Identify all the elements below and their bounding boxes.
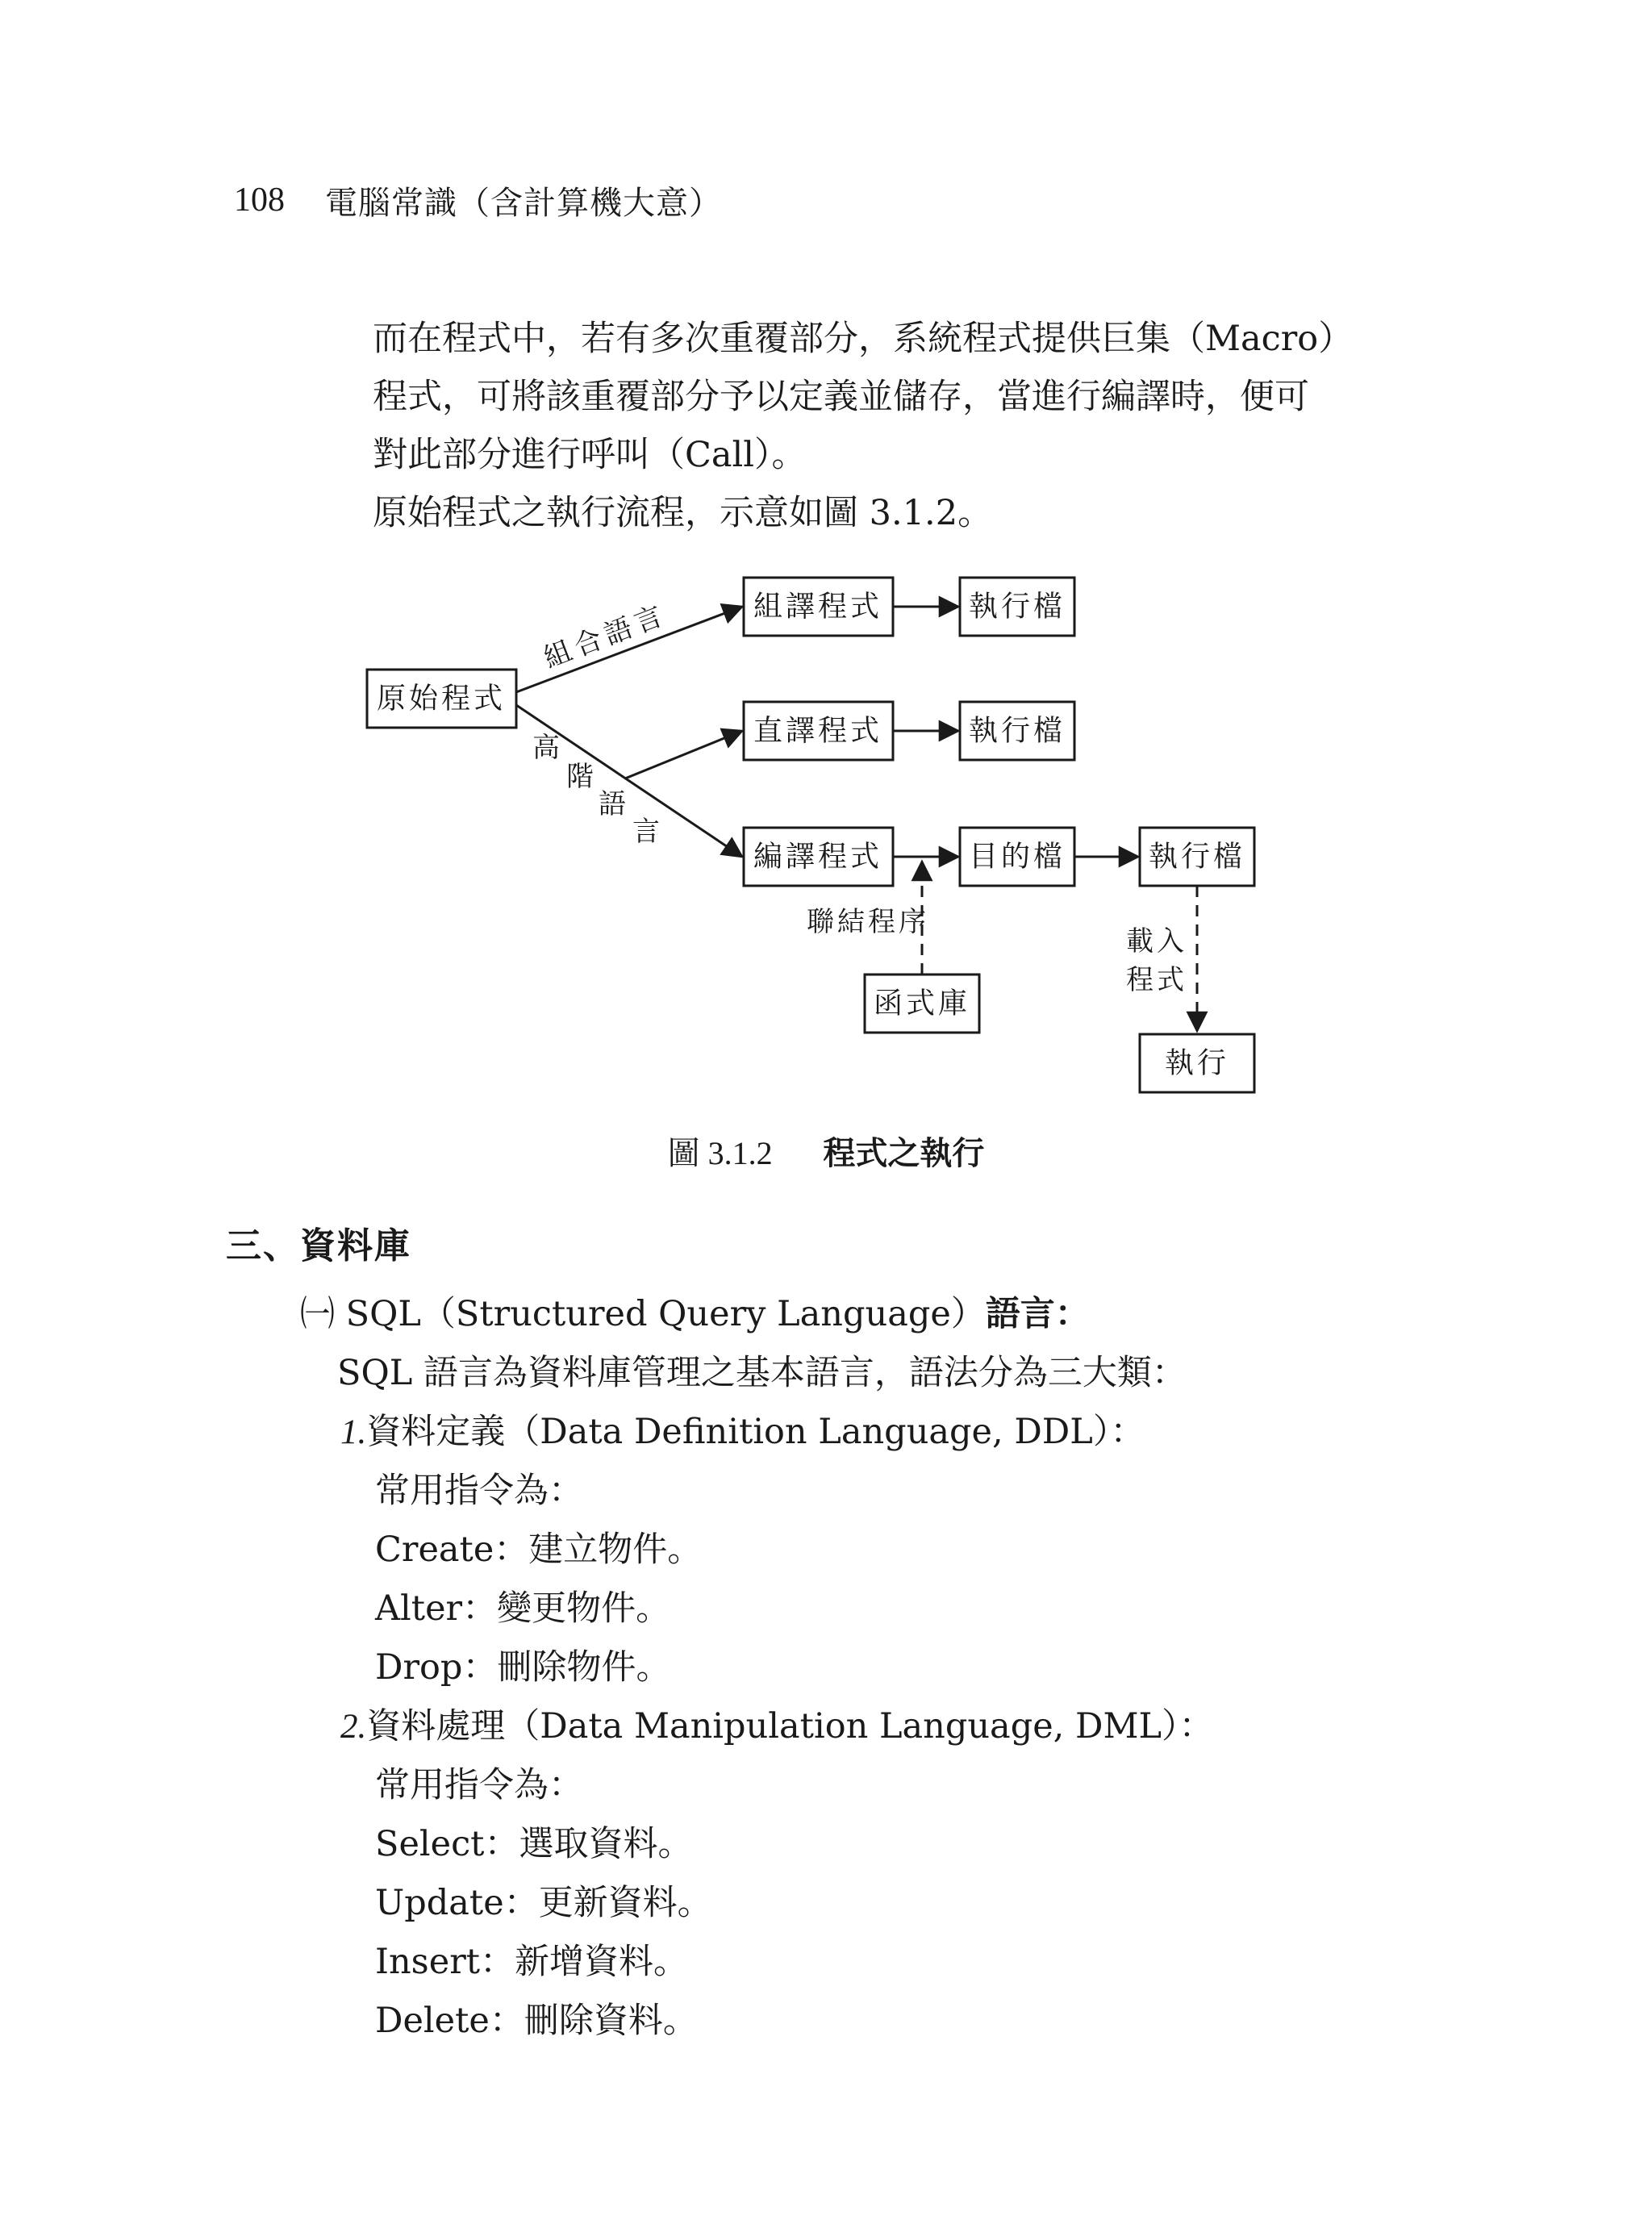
high-level-language-char-3: 語	[599, 788, 626, 820]
item-1-number: 1.	[340, 1413, 367, 1451]
item-2-title-line	[340, 1698, 1214, 1755]
item-1-title: 資料定義（Data Definition Language, DDL）：	[366, 1412, 1145, 1452]
page-number: 108	[234, 182, 285, 219]
subsection-title: SQL（Structured Query Language）	[345, 1294, 986, 1334]
subsection-title-bold: 語言：	[985, 1294, 1090, 1334]
figure-program-execution	[0, 557, 1652, 1108]
page-header	[234, 176, 722, 224]
dml-command-delete: Delete：刪除資料。	[375, 2001, 698, 2041]
figure-caption	[0, 1128, 1652, 1174]
intro-line-4: 原始程式之執行流程，示意如圖 3.1.2。	[373, 493, 993, 533]
ddl-command-alter: Alter：變更物件。	[375, 1588, 671, 1629]
loader-label-line-1: 載入	[1126, 925, 1187, 958]
high-level-language-char-4: 言	[632, 816, 660, 848]
dml-command-update: Update：更新資料。	[375, 1883, 712, 1923]
exe-1-label: 執行檔	[968, 590, 1066, 624]
assembly-language-label: 組合語言	[539, 598, 672, 675]
intro-line-2: 程式，可將該重覆部分予以定義並儲存，當進行編譯時，便可	[373, 377, 1309, 417]
arrow-to-compiler	[516, 705, 742, 857]
item-2-common: 常用指令為：	[375, 1765, 583, 1805]
section-heading: 三、資料庫	[226, 1225, 411, 1267]
intro-line-3: 對此部分進行呼叫（Call）。	[373, 435, 807, 475]
subsection-sql	[300, 1286, 1090, 1342]
edge-labels	[532, 599, 1187, 996]
compiler-label: 編譯程式	[753, 840, 883, 874]
object-file-label: 目的檔	[968, 840, 1066, 874]
item-1-common: 常用指令為：	[375, 1471, 583, 1511]
exe-2-label: 執行檔	[968, 714, 1066, 748]
figure-number: 圖 3.1.2	[667, 1135, 773, 1171]
sql-intro: SQL 語言為資料庫管理之基本語言，語法分為三大類：	[337, 1353, 1187, 1393]
item-1-title-line	[340, 1404, 1145, 1460]
source-program-label: 原始程式	[376, 682, 507, 716]
dml-command-insert: Insert：新增資料。	[375, 1942, 689, 1982]
ddl-command-create: Create：建立物件。	[375, 1530, 703, 1570]
dml-command-select: Select：選取資料。	[375, 1824, 693, 1864]
run-label: 執行	[1164, 1046, 1230, 1080]
high-level-language-char-2: 階	[566, 761, 594, 793]
intro-paragraph	[373, 310, 1421, 542]
ddl-command-drop: Drop：刪除物件。	[375, 1647, 671, 1688]
flow-diagram	[0, 557, 1652, 1105]
intro-line-1: 而在程式中，若有多次重覆部分，系統程式提供巨集（Macro）	[373, 319, 1354, 359]
linker-label: 聯結程序	[807, 906, 929, 938]
loader-label-line-2: 程式	[1126, 964, 1187, 996]
library-label: 函式庫	[873, 987, 971, 1020]
item-2-number: 2.	[340, 1708, 367, 1746]
book-title: 電腦常識（含計算機大意）	[325, 184, 722, 222]
assembler-label: 組譯程式	[753, 590, 883, 624]
figure-title: 程式之執行	[823, 1135, 985, 1172]
item-2-title: 資料處理（Data Manipulation Language, DML）：	[366, 1706, 1214, 1747]
interpreter-label: 直譯程式	[753, 714, 883, 748]
arrow-to-interpreter	[625, 731, 742, 778]
subsection-marker: ㈠	[300, 1294, 335, 1334]
high-level-language-char-1: 高	[532, 732, 560, 764]
exe-3-label: 執行檔	[1148, 840, 1246, 874]
